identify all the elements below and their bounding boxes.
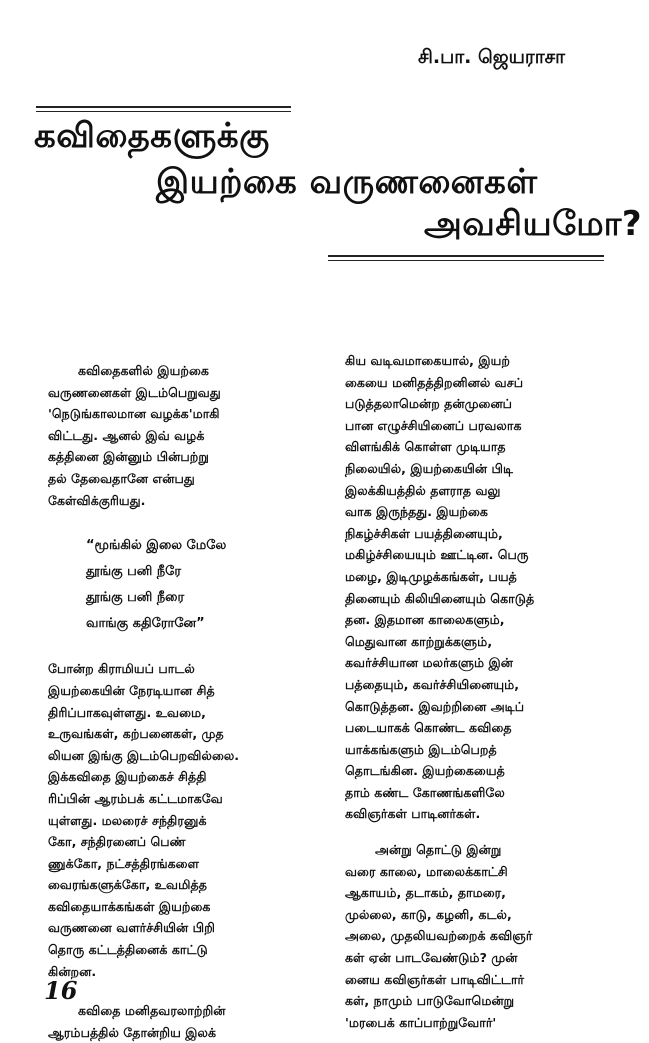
text-line: வருணனைகள் இடம்பெறுவது bbox=[48, 384, 221, 400]
text-line: ஆரம்பத்தில் தோன்றிய இலக் bbox=[48, 1024, 217, 1040]
text-line: கள் ஏன் பாடவேண்டும்? முன் bbox=[345, 950, 518, 966]
text-line: படுத்தலாமென்ற தன்முனைப் bbox=[345, 396, 513, 412]
folk-poem bbox=[48, 533, 328, 637]
poem-line: தூங்கு பனி நீரை bbox=[86, 589, 185, 605]
text-line: கேள்விக்குரியது. bbox=[48, 492, 146, 508]
text-line: பான எழுச்சியினைப் பரவலாக bbox=[345, 417, 522, 433]
text-line: தொடங்கின. இயற்கையைத் bbox=[345, 763, 505, 779]
text-line: கையை மனிதத்திறனினல் வசப் bbox=[345, 374, 524, 390]
text-line: வாக இருந்தது. இயற்கை bbox=[345, 504, 488, 520]
text-line: இலக்கியத்தில் தளராத வலு bbox=[345, 482, 501, 498]
poem-line: வாங்கு கதிரோனே” bbox=[86, 615, 205, 631]
right-column bbox=[345, 350, 629, 1033]
text-line: 'மரபைக் காப்பாற்றுவோர்' bbox=[345, 1014, 497, 1030]
text-line: யுள்ளது. மலரைச் சந்திரனுக் bbox=[48, 812, 207, 828]
text-line: யாக்கங்களும் இடம்பெறத் bbox=[345, 741, 497, 757]
text-line: தொரு கட்டத்தினைக் காட்டு bbox=[48, 942, 208, 958]
text-line: தாம் கண்ட கோணங்களிலே bbox=[345, 784, 505, 800]
text-line: கின்றன. bbox=[48, 963, 97, 979]
text-line: கவிதைகளில் இயற்கை bbox=[78, 363, 209, 378]
text-line: இயற்கையின் நேரடியான சித் bbox=[48, 682, 215, 698]
text-line: அன்று தொட்டு இன்று bbox=[375, 842, 502, 858]
text-line: இக்கவிதை இயற்கைச் சித்தி bbox=[48, 769, 207, 785]
text-line: கத்தினை இன்னும் பின்பற்று bbox=[48, 449, 209, 465]
text-line: ணுக்கோ, நட்சத்திரங்களை bbox=[48, 855, 199, 871]
text-line: மகிழ்ச்சியையும் ஊட்டின. பெரு bbox=[345, 547, 529, 563]
text-line: வரை காலை, மாலைக்காட்சி bbox=[345, 863, 508, 879]
title-rule-top bbox=[36, 106, 291, 112]
text-line: விளங்கிக் கொள்ள முடியாத bbox=[345, 439, 506, 455]
text-line: னைய கவிஞர்கள் பாடிவிட்டார் bbox=[345, 971, 525, 987]
text-line: பத்தையும், கவர்ச்சியினையும், bbox=[345, 676, 520, 692]
text-line: கோ, சந்திரனைப் பெண் bbox=[48, 834, 186, 850]
right-paragraph-1 bbox=[345, 350, 629, 825]
text-line: உருவங்கள், கற்பனைகள், முத bbox=[48, 726, 224, 742]
text-line: மெதுவான காற்றுக்களும், bbox=[345, 633, 493, 649]
text-line: லியன இங்கு இடம்பெறவில்லை. bbox=[48, 747, 240, 763]
right-paragraph-2 bbox=[345, 839, 629, 1033]
author-name: சி.பா. ஜெயராசா bbox=[418, 46, 566, 68]
left-paragraph-1 bbox=[48, 360, 328, 511]
text-line: கவர்ச்சியான மலர்களும் இன் bbox=[345, 655, 513, 671]
text-line: தன. இதமான காலைகளும், bbox=[345, 612, 505, 628]
title-rule-bottom bbox=[328, 255, 604, 261]
text-line: நிலையில், இயற்கையின் பிடி bbox=[345, 460, 513, 476]
left-paragraph-2 bbox=[48, 658, 328, 982]
title-line-2: இயற்கை வருணனைகள் bbox=[156, 162, 538, 202]
left-column bbox=[48, 360, 328, 1043]
text-line: படையாகக் கொண்ட கவிதை bbox=[345, 720, 512, 736]
text-line: நிகழ்ச்சிகள் பயத்தினையும், bbox=[345, 525, 503, 541]
text-line: வைரங்களுக்கோ, உவமித்த bbox=[48, 877, 207, 893]
title-line-3: அவசியமோ? bbox=[424, 204, 643, 244]
text-line: ஆகாயம், தடாகம், தாமரை, bbox=[345, 885, 506, 901]
text-line: தினையும் கிலியினையும் கொடுத் bbox=[345, 590, 535, 606]
text-line: முல்லை, காடு, கழனி, கடல், bbox=[345, 906, 512, 922]
text-line: மழை, இடிமுழக்கங்கள், பயத் bbox=[345, 568, 517, 584]
text-line: தல் தேவைதானே என்பது bbox=[48, 470, 195, 486]
text-line: கவிதை மனிதவரலாற்றின் bbox=[78, 1003, 226, 1019]
text-line: திரிப்பாகவுள்ளது. உவமை, bbox=[48, 704, 206, 720]
title-line-1: கவிதைகளுக்கு bbox=[34, 116, 270, 156]
text-line: அலை, முதலியவற்றைக் கவிஞர் bbox=[345, 928, 533, 944]
text-line: போன்ற கிராமியப் பாடல் bbox=[48, 661, 195, 677]
page-number: 16 bbox=[44, 976, 78, 1005]
text-line: கவிஞர்கள் பாடினர்கள். bbox=[345, 806, 481, 822]
poem-line: “மூங்கில் இலை மேலே bbox=[86, 537, 227, 553]
text-line: கவிதையாக்கங்கள் இயற்கை bbox=[48, 898, 211, 914]
text-line: ரிப்பின் ஆரம்பக் கட்டமாகவே bbox=[48, 790, 223, 806]
text-line: 'நெடுங்காலமான வழக்க'மாகி bbox=[48, 406, 220, 422]
poem-line: தூங்கு பனி நீரே bbox=[86, 563, 182, 579]
text-line: விட்டது. ஆனல் இவ் வழக் bbox=[48, 427, 205, 443]
text-line: வருணனை வளர்ச்சியின் பிறி bbox=[48, 920, 215, 936]
text-line: கொடுத்தன. இவற்றினை அடிப் bbox=[345, 698, 525, 714]
text-line: கள், நாமும் பாடுவோமென்று bbox=[345, 993, 515, 1009]
text-line: கிய வடிவமாகையால், இயற் bbox=[345, 353, 510, 368]
